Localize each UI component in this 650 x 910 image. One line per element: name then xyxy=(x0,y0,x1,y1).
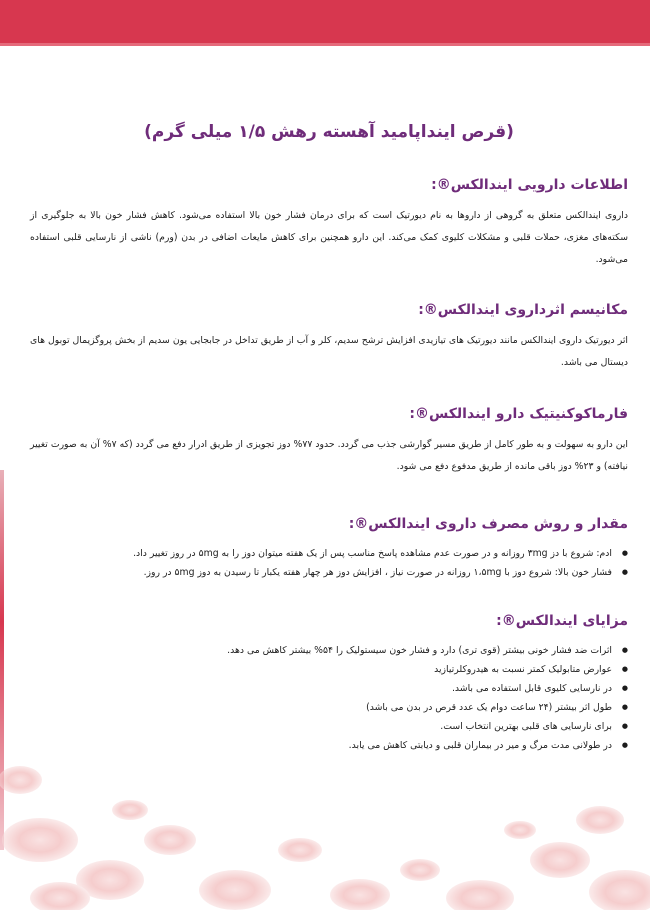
section-dosage xyxy=(30,516,628,582)
benefits-list xyxy=(30,641,628,755)
side-accent-strip xyxy=(0,470,4,850)
list-item: ● برای نارسایی های قلبی بهترین انتخاب است. xyxy=(30,717,628,736)
section-mechanism xyxy=(30,302,628,374)
list-item: ● اثرات ضد فشار خونی بیشتر (قوی تری) دارد و فشار خون سیستولیک را ۵۴% بیشتر کاهش می دهد. xyxy=(30,641,628,660)
section-pharmacokinetics xyxy=(30,406,628,478)
list-item: ● طول اثر بیشتر (۲۴ ساعت دوام یک عدد قرص در بدن می باشد) xyxy=(30,698,628,717)
section-heading: اطلاعات دارویی ایندالکس®: xyxy=(431,177,628,193)
section-heading: مزایای ایندالکس®: xyxy=(496,613,628,629)
section-heading: مکانیسم اثرداروی ایندالکس®: xyxy=(418,302,628,318)
section-paragraph: اثر دیورتیک داروی ایندالکس مانند دیورتیک های تیازیدی افزایش ترشح سدیم، کلر و آب از طریق تداخل در جابجایی یون سدیم از بخش پروگزیمال توبول های دیستال می باشد. xyxy=(30,335,628,368)
section-paragraph: داروی ایندالکس متعلق به گروهی از داروها به نام دیورتیک است که برای درمان فشار خون بالا استفاده می‌شود. کاهش فشار خون بالا به جلوگیری از سکته‌های مغزی، حملات قلبی و مشکلات کلیوی کمک می‌کند. این دارو همچنین برای کاهش مایعات اضافی در بدن (ورم) ناشی از نارسایی قلبی استفاده می‌شود. xyxy=(30,210,628,265)
top-color-band xyxy=(0,0,650,46)
section-drug-info xyxy=(30,177,628,271)
section-paragraph: این دارو به سهولت و به طور کامل از طریق مسیر گوارشی جذب می گردد. حدود ۷۷% دوز تجویزی از طریق ادرار دفع می گردد (که ۷% آن به صورت تغییر نیافته) و ۲۳% دوز باقی مانده از طریق مدفوع دفع می شود. xyxy=(30,439,628,472)
list-item: ● در نارسایی کلیوی قابل استفاده می باشد. xyxy=(30,679,628,698)
list-item: ● در طولانی مدت مرگ و میر در بیماران قلبی و دیابتی کاهش می یابد. xyxy=(30,736,628,755)
dosage-list xyxy=(30,544,628,582)
section-heading: مقدار و روش مصرف داروی ایندالکس®: xyxy=(348,516,628,532)
page-title: (قرص اینداپامید آهسته رهش ۱/۵ میلی گرم) xyxy=(144,122,514,142)
list-item: ● ادم: شروع با دز ۳mg روزانه و در صورت عدم مشاهده پاسخ مناسب پس از یک هفته میتوان دوز را به ۵mg در روز تغییر داد. xyxy=(30,544,628,563)
list-item: ● فشار خون بالا: شروع دوز با ۱،۵mg روزانه در صورت نیاز ، افزایش دوز هر چهار هفته یکبار تا رسیدن به دوز ۵mg در روز. xyxy=(30,563,628,582)
section-heading: فارماکوکنیتیک دارو ایندالکس®: xyxy=(409,406,628,422)
section-benefits xyxy=(30,613,628,755)
list-item: ● عوارض متابولیک کمتر نسبت به هیدروکلرتیازید xyxy=(30,660,628,679)
